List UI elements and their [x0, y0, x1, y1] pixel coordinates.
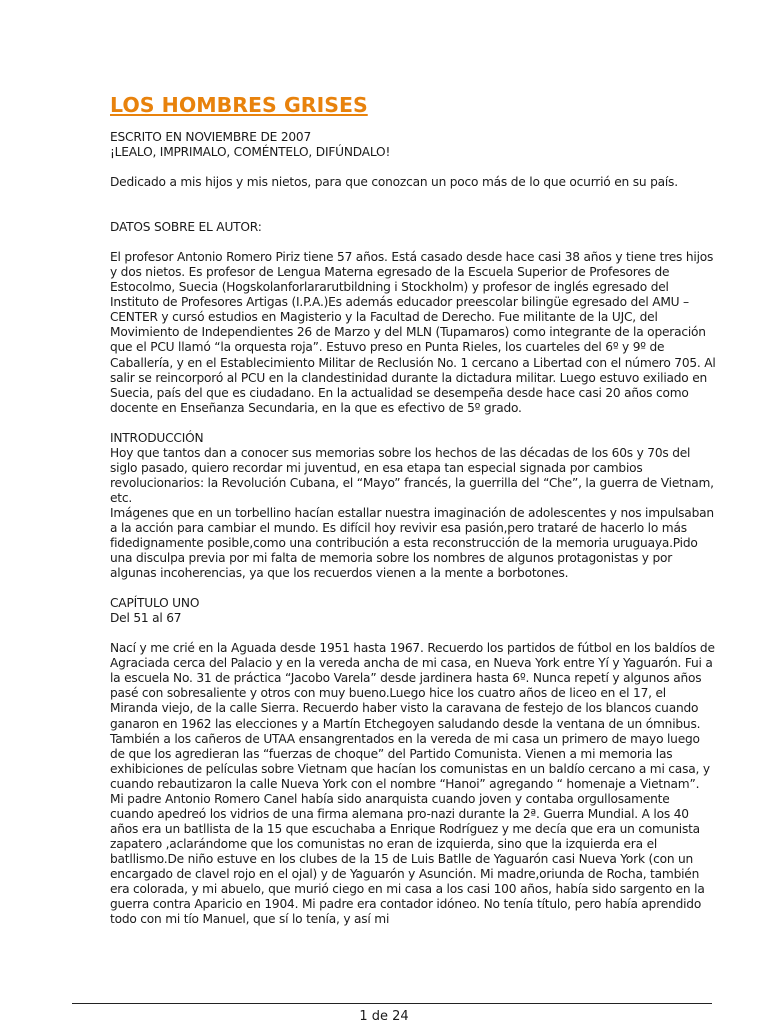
intro-paragraph-2: Imágenes que en un torbellino hacían estallar nuestra imaginación de adolescentes y nos impulsaban a la acción para cambiar el mundo. Es difícil hoy revivir esa pasión,pero trataré de hacerlo lo más fidedignamente posible,como una contribución a esta reconstrucción de la memoria uruguaya.Pido una disculpa previa por mi falta de memoria sobre los nombres de algunos protagonistas y por algunas incoherencias, ya que los recuerdos vienen a la mente a borbotones.: [110, 505, 714, 581]
spacer: [110, 581, 716, 596]
chapter-subheading: Del 51 al 67: [110, 611, 182, 626]
author-paragraph: El profesor Antonio Romero Piriz tiene 57 años. Está casado desde hace casi 38 años y tiene tres hijos y dos nietos. Es profesor de Lengua Materna egresado de la Escuela Superior de Profesores de Estocolmo, Suecia (Hogskolanforlararutbildning i Stockholm) y profesor de inglés egresado del Instituto de Profesores Artigas (I.P.A.)Es además educador preescolar bilingüe egresado del AMU – CENTER y cursó estudios en Magisterio y la Facultad de Derecho. Fue militante de la UJC, del Movimiento de Independientes 26 de Marzo y del MLN (Tupamaros) como integrante de la operación que el PCU llamó “la orquesta roja”. Estuvo preso en Punta Rieles, los cuarteles del 6º y 9º de Caballería, y en el Establecimiento Militar de Reclusión No. 1 cercano a Libertad con el número 705. Al salir se reincorporó al PCU en la clandestinidad durante la dictadura militar. Luego estuvo exiliado en Suecia, país del que es ciudadano. En la actualidad se desempeña desde hace casi 20 años como docente en Enseñanza Secundaria, en la que es efectivo de 5º grado.: [110, 250, 716, 415]
spacer: [110, 626, 716, 641]
chapter-paragraph: Nací y me crié en la Aguada desde 1951 hasta 1967. Recuerdo los partidos de fútbol en los baldíos de Agraciada cerca del Palacio y en la vereda ancha de mi casa, en Nueva York entre Yí y Yaguarón. Fui a la escuela No. 31 de práctica “Jacobo Varela” desde jardinera hasta 6º. Nunca repetí y algunos años pasé con sobresaliente y otros con muy bueno.Luego hice los cuatro años de liceo en el 17, el Miranda viejo, de la calle Sierra. Recuerdo haber visto la caravana de festejo de los blancos cuando ganaron en 1962 las elecciones y a Martín Etchegoyen saludando desde la ventana de un ómnibus. También a los cañeros de UTAA ensangrentados en la vereda de mi casa un primero de mayo luego de que los agredieran las “fuerzas de choque” del Partido Comunista. Vienen a mi memoria las exhibiciones de películas sobre Vietnam que hacían los comunistas en un baldío cercano a mi casa, y cuando rebautizaron la calle Nueva York con el nombre “Hanoi” agregando “ homenaje a Vietnam”. Mi padre Antonio Romero Canel había sido anarquista cuando joven y contaba orgullosamente cuando apedreó los vidrios de una firma alemana pro-nazi durante la 2ª. Guerra Mundial. A los 40 años era un batllista de la 15 que escuchaba a Enrique Rodríguez y me decía que era un comunista zapatero ,aclarándome que los comunistas no eran de izquierda, sino que la izquierda era el batllismo.De niño estuve en los clubes de la 15 de Luis Batlle de Yaguarón casi Nueva York (con un encargado de clavel rojo en el ojal) y de Yaguarón y Asunción. Mi madre,oriunda de Rocha, también era colorada, y mi abuelo, que murió ciego en mi casa a los casi 100 años, había sido sargento en la guerra contra Aparicio en 1904. Mi padre era contador idóneo. No tenía título, pero había aprendido todo con mi tío Manuel, que sí lo tenía, y así mi: [110, 641, 715, 927]
document-page: [110, 92, 716, 927]
intro-paragraph-1: Hoy que tantos dan a conocer sus memorias sobre los hechos de las décadas de los 60s y 70s del siglo pasado, quiero recordar mi juventud, en esa etapa tan especial signada por cambios revolucionarios: la Revolución Cubana, el “Mayo” francés, la guerrilla del “Che”, la guerra de Vietnam, etc.: [110, 445, 714, 505]
footer-divider: [72, 1003, 712, 1004]
chapter-heading: CAPÍTULO UNO: [110, 596, 200, 611]
spacer: [110, 235, 716, 250]
page-number: 1 de 24: [359, 1009, 409, 1024]
spacer: [110, 416, 716, 431]
author-heading: DATOS SOBRE EL AUTOR:: [110, 220, 262, 235]
spacer: [110, 160, 716, 175]
spacer: [110, 190, 716, 205]
document-title: LOS HOMBRES GRISES: [110, 93, 368, 117]
intro-heading: INTRODUCCIÓN: [110, 430, 204, 445]
dedication-paragraph: Dedicado a mis hijos y mis nietos, para que conozcan un poco más de lo que ocurrió en su país.: [110, 175, 678, 190]
spacer: [110, 205, 716, 220]
written-date-line: ESCRITO EN NOVIEMBRE DE 2007: [110, 130, 312, 144]
call-to-action-line: ¡LEALO, IMPRIMALO, COMÉNTELO, DIFÚNDALO!: [110, 145, 391, 160]
